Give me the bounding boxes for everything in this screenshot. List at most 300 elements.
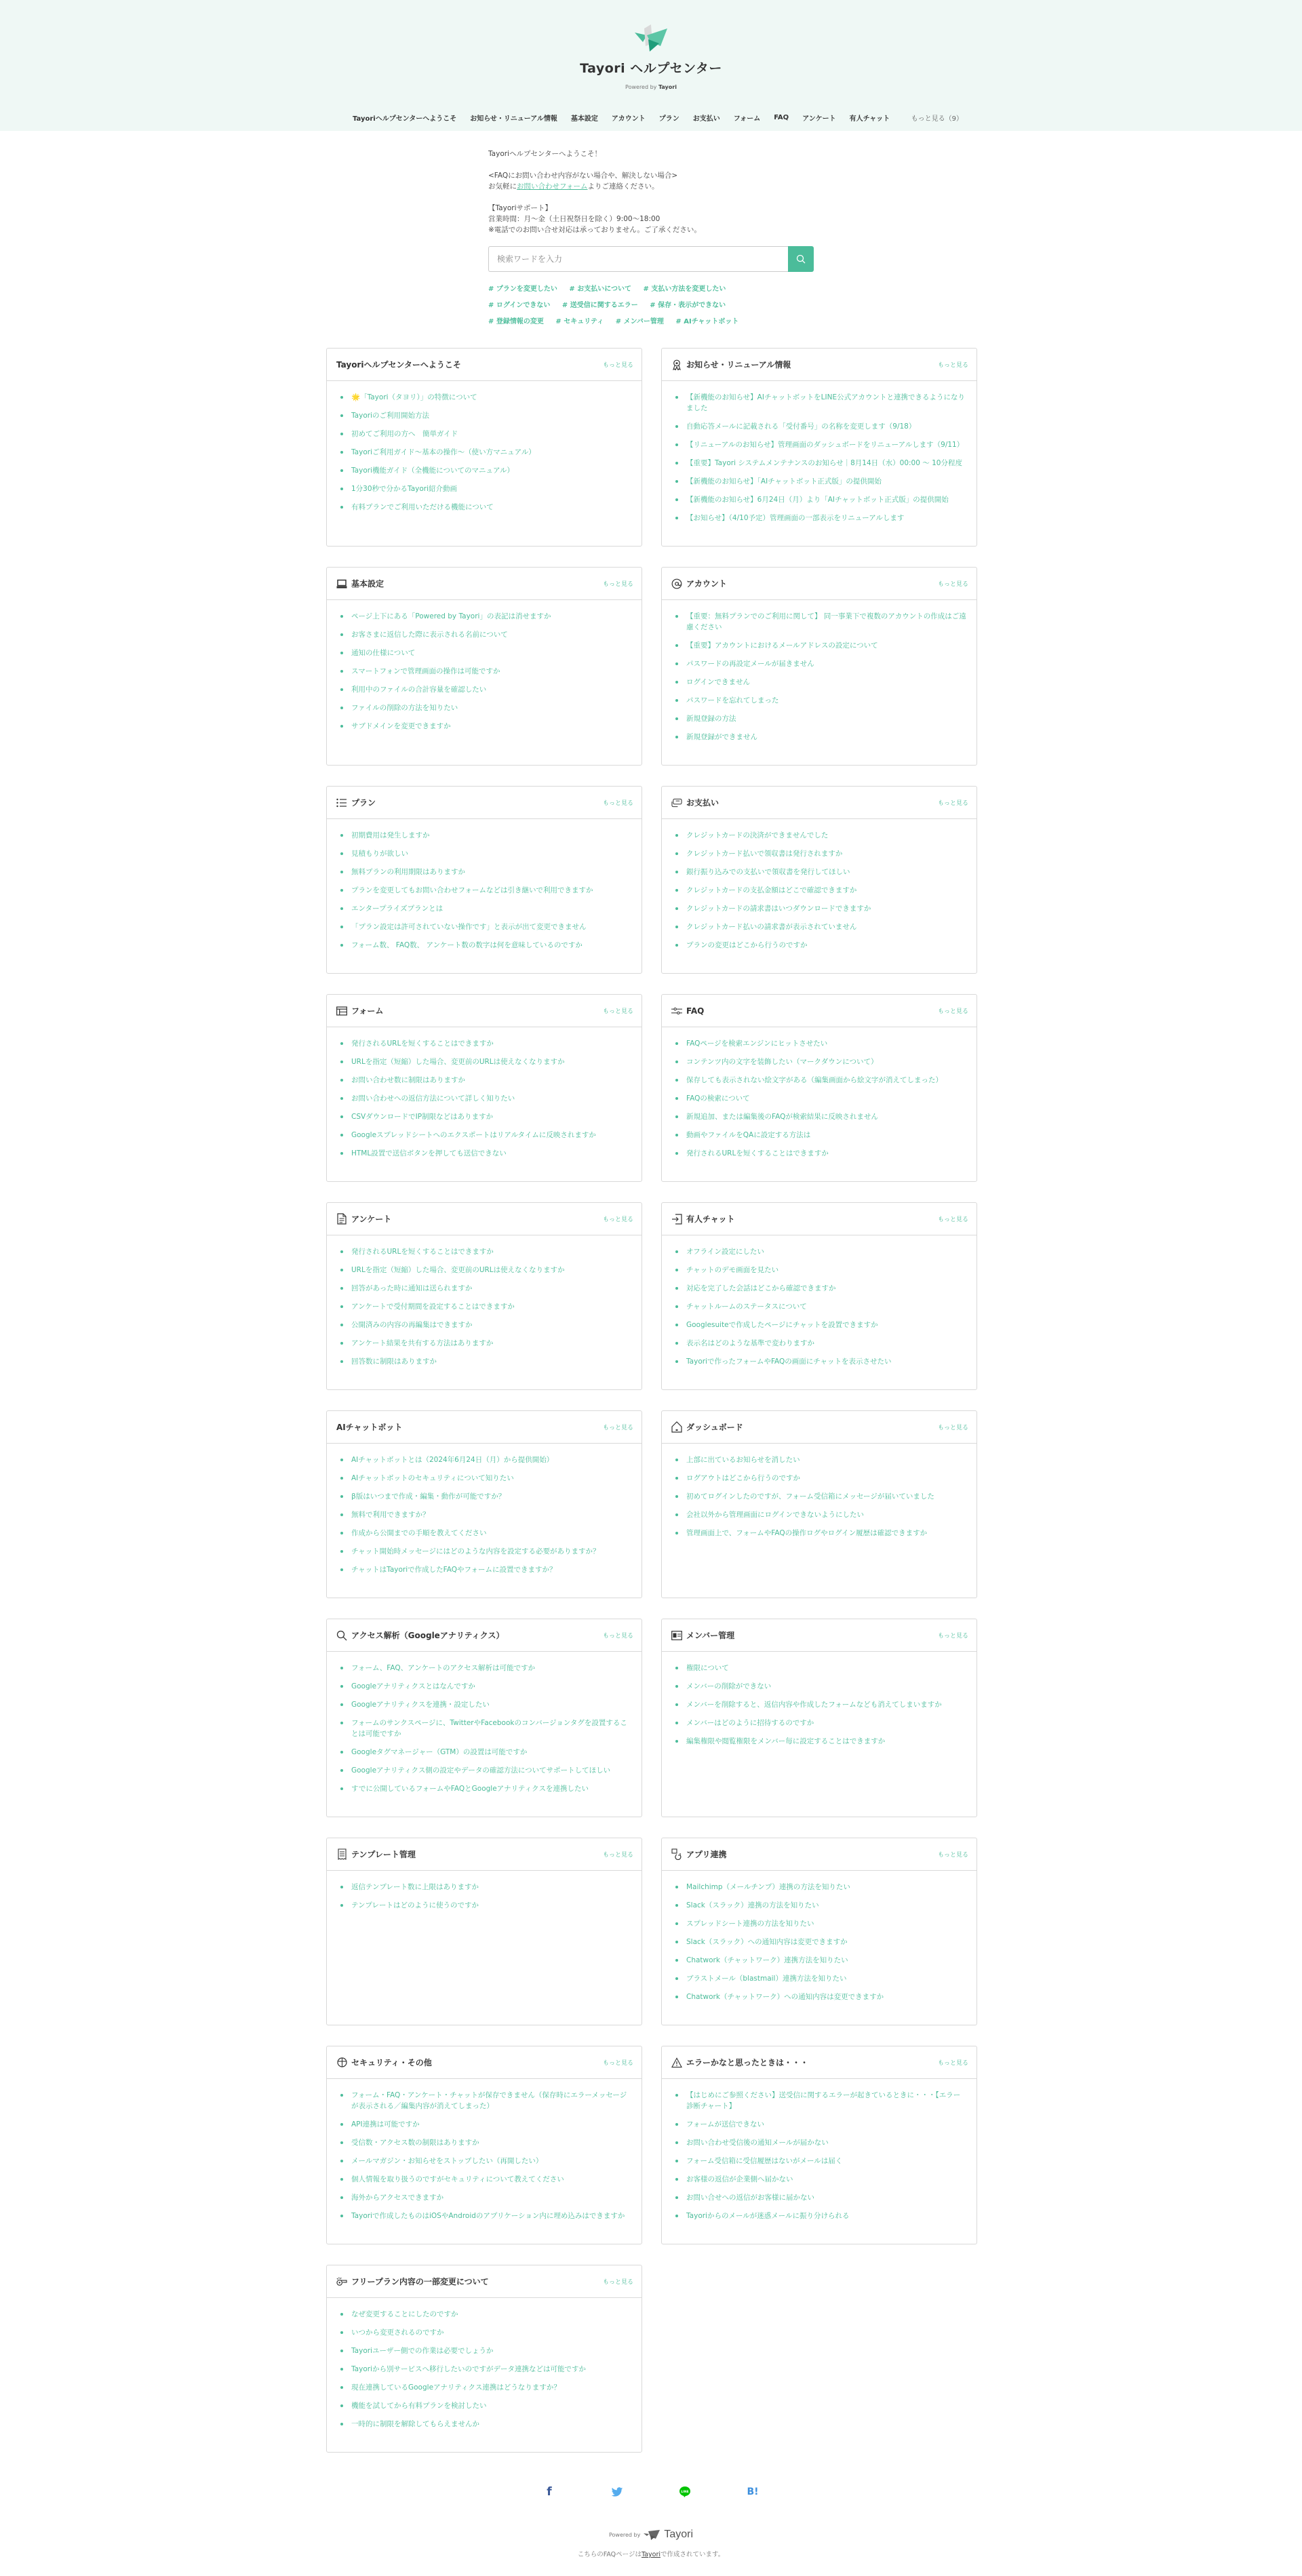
faq-list-item[interactable]: 一時的に制限を解除してもらえませんか bbox=[339, 2419, 632, 2430]
category-card bbox=[326, 2046, 642, 2244]
faq-list-item[interactable]: 新規追加、または編集後のFAQが検索結果に反映されません bbox=[674, 1111, 967, 1122]
category-title[interactable]: アカウント bbox=[686, 578, 727, 589]
tag-cannot-login[interactable]: # ログインできない bbox=[488, 298, 550, 314]
category-card bbox=[326, 1838, 642, 2025]
faq-list-item[interactable]: 管理画面上で、フォームやFAQの操作ログやログイン履歴は確認できますか bbox=[674, 1528, 967, 1539]
category-card-header bbox=[662, 1203, 976, 1235]
see-more-link[interactable]: もっと見る bbox=[603, 579, 633, 588]
faq-list-item[interactable]: Tayori機能ガイド（全機能についてのマニュアル） bbox=[339, 465, 632, 476]
faq-list-item[interactable]: 編集権限や閲覧権限をメンバー毎に設定することはできますか bbox=[674, 1736, 967, 1747]
category-card-header bbox=[327, 349, 642, 381]
faq-list-item[interactable]: Googleタグマネージャー（GTM）の設置は可能ですか bbox=[339, 1747, 632, 1758]
faq-list-item[interactable]: 1分30秒で分かるTayori紹介動画 bbox=[339, 483, 632, 494]
faq-list-item[interactable]: 【重要】Tayori システムメンテナンスのお知らせ｜8月14日（水）00:00 ～ 10分程度 bbox=[674, 458, 967, 469]
faq-list-item[interactable]: Googleスプレッドシートへのエクスポートはリアルタイムに反映されますか bbox=[339, 1130, 632, 1141]
category-card-header bbox=[662, 349, 976, 381]
faq-list-item[interactable]: 新規登録ができません bbox=[674, 732, 967, 742]
faq-list bbox=[339, 1038, 632, 1159]
faq-list-item[interactable]: フォーム受信箱に受信履歴はないがメールは届く bbox=[674, 2156, 967, 2166]
faq-list bbox=[674, 392, 967, 523]
list-icon bbox=[336, 797, 347, 808]
faq-list-item[interactable]: 銀行振り込みでの支払いで領収書を発行してほしい bbox=[674, 867, 967, 877]
faq-list-item[interactable]: プランを変更してもお問い合わせフォームなどは引き継いで利用できますか bbox=[339, 885, 632, 896]
faq-list-item[interactable]: チャットのデモ画面を見たい bbox=[674, 1265, 967, 1275]
faq-list-item[interactable]: 🌟「Tayori（タヨリ）」の特徴について bbox=[339, 392, 632, 403]
see-more-link[interactable]: もっと見る bbox=[938, 2058, 968, 2067]
popular-tags bbox=[488, 281, 814, 330]
site-header bbox=[0, 0, 1302, 131]
faq-list-item[interactable]: メンバーを削除すると、返信内容や作成したフォームなども消えてしまいますか bbox=[674, 1699, 967, 1710]
faq-list-item[interactable]: β版はいつまで作成・編集・動作が可能ですか？ bbox=[339, 1491, 632, 1502]
tag-save-display-error[interactable]: # 保存・表示ができない bbox=[650, 298, 726, 314]
nav-item-live-chat[interactable]: 有人チャット bbox=[850, 113, 890, 123]
faq-list-item[interactable]: サブドメインを変更できますか bbox=[339, 721, 632, 732]
faq-list-item[interactable]: ログインできません bbox=[674, 677, 967, 688]
welcome-text: Tayoriヘルプセンターへようこそ！ bbox=[488, 148, 827, 159]
faq-list-item[interactable]: Tayoriで作成したものはiOSやAndroidのアプリケーション内に埋め込みはできますか bbox=[339, 2211, 632, 2221]
faq-list-item[interactable]: Tayoriユーザー側での作業は必要でしょうか bbox=[339, 2345, 632, 2356]
category-title[interactable]: 有人チャット bbox=[686, 1213, 735, 1225]
see-more-link[interactable]: もっと見る bbox=[938, 1423, 968, 1431]
nav-item-form[interactable]: フォーム bbox=[734, 113, 761, 123]
see-more-link[interactable]: もっと見る bbox=[938, 1631, 968, 1640]
category-card bbox=[661, 1619, 977, 1817]
see-more-link[interactable]: もっと見る bbox=[938, 360, 968, 369]
see-more-link[interactable]: もっと見る bbox=[938, 798, 968, 807]
category-card-body bbox=[662, 819, 976, 973]
faq-list-item[interactable]: パスワードの再設定メールが届きません bbox=[674, 658, 967, 669]
category-card-body bbox=[327, 381, 642, 535]
category-card bbox=[326, 2265, 642, 2453]
faq-list-item[interactable]: 公開済みの内容の再編集はできますか bbox=[339, 1320, 632, 1330]
faq-list-item[interactable]: Googleアナリティクスとはなんですか bbox=[339, 1681, 632, 1692]
footer-brand: Tayori bbox=[664, 2529, 693, 2541]
see-more-link[interactable]: もっと見る bbox=[938, 1214, 968, 1223]
faq-list-item[interactable]: Chatwork（チャットワーク）への通知内容は変更できますか bbox=[674, 1992, 967, 2002]
tag-ai-chatbot[interactable]: # AIチャットボット bbox=[675, 314, 738, 330]
faq-list-item[interactable]: ブラストメール（blastmail）連携方法を知りたい bbox=[674, 1973, 967, 1984]
line-icon bbox=[679, 2486, 691, 2498]
category-title[interactable]: フリープラン内容の一部変更について bbox=[351, 2276, 489, 2287]
category-card bbox=[326, 567, 642, 766]
social-share bbox=[475, 2485, 827, 2499]
powered-by-brand[interactable]: Tayori bbox=[658, 84, 677, 90]
faq-list-item[interactable]: お問い合せへの返信がお客様に届かない bbox=[674, 2192, 967, 2203]
award-icon bbox=[671, 359, 682, 370]
faq-list-item[interactable]: 回答があった時に通知は送られますか bbox=[339, 1283, 632, 1294]
category-card-body bbox=[327, 1027, 642, 1181]
faq-list-item[interactable]: フォームが送信できない bbox=[674, 2119, 967, 2130]
hatena-bookmark-button[interactable] bbox=[746, 2485, 760, 2499]
nav-item-news[interactable]: お知らせ・リニューアル情報 bbox=[470, 113, 557, 123]
nav-more-button[interactable]: もっと見る（9） bbox=[911, 113, 963, 123]
sync-icon bbox=[671, 1849, 682, 1860]
category-card-header bbox=[327, 995, 642, 1027]
svg-text:LINE: LINE bbox=[681, 2490, 688, 2494]
facebook-share-button[interactable] bbox=[542, 2485, 556, 2499]
faq-list-item[interactable]: ページ上下にある「Powered by Tayori」の表記は消せますか bbox=[339, 611, 632, 622]
category-card-header bbox=[662, 995, 976, 1027]
category-title[interactable]: セキュリティ・その他 bbox=[351, 2057, 432, 2068]
faq-list-item[interactable]: 会社以外から管理画面にログインできないようにしたい bbox=[674, 1509, 967, 1520]
faq-list-item[interactable]: CSVダウンロードでIP制限などはありますか bbox=[339, 1111, 632, 1122]
faq-list-item[interactable]: 作成から公開までの手順を教えてください bbox=[339, 1528, 632, 1539]
faq-list-item[interactable]: 発行されるURLを短くすることはできますか bbox=[339, 1246, 632, 1257]
nav-item-account[interactable]: アカウント bbox=[612, 113, 646, 123]
category-title[interactable]: ダッシュボード bbox=[686, 1421, 743, 1433]
faq-list bbox=[674, 1663, 967, 1747]
see-more-link[interactable]: もっと見る bbox=[603, 1631, 633, 1640]
login-icon bbox=[671, 1214, 682, 1225]
contact-form-link[interactable]: お問い合わせフォーム bbox=[517, 182, 587, 191]
category-title[interactable]: アプリ連携 bbox=[686, 1848, 727, 1860]
footer-made-with bbox=[0, 2549, 1302, 2558]
tag-member-management[interactable]: # メンバー管理 bbox=[616, 314, 664, 330]
faq-list-item[interactable]: クレジットカード払いで領収書は発行されますか bbox=[674, 848, 967, 859]
faq-list-item[interactable]: お問い合わせ受信後の通知メールが届かない bbox=[674, 2137, 967, 2148]
faq-list-item[interactable]: アンケート結果を共有する方法はありますか bbox=[339, 1338, 632, 1349]
category-card-header bbox=[662, 1619, 976, 1652]
see-more-link[interactable]: もっと見る bbox=[603, 1423, 633, 1431]
faq-list-item[interactable]: 「プラン設定は許可されていない操作です」と表示が出て変更できません bbox=[339, 922, 632, 932]
footer-powered-label: Powered by bbox=[609, 2532, 640, 2538]
category-title[interactable]: アンケート bbox=[351, 1213, 391, 1225]
faq-list-item[interactable]: 初めてご利用の方へ 簡単ガイド bbox=[339, 429, 632, 439]
powered-by-label: Powered by bbox=[625, 84, 656, 90]
faq-list-item[interactable]: HTML設置で送信ボタンを押しても送信できない bbox=[339, 1148, 632, 1159]
faq-list-item[interactable]: Tayoriからのメールが迷惑メールに振り分けられる bbox=[674, 2211, 967, 2221]
faq-list-item[interactable]: 表示名はどのような基準で変わりますか bbox=[674, 1338, 967, 1349]
category-title[interactable]: お支払い bbox=[686, 797, 719, 808]
category-title[interactable]: FAQ bbox=[686, 1006, 704, 1016]
faq-list-item[interactable]: いつから変更されるのですか bbox=[339, 2327, 632, 2338]
category-card bbox=[661, 567, 977, 766]
faq-list-item[interactable]: パスワードを忘れてしまった bbox=[674, 695, 967, 706]
faq-list-item[interactable]: 新規登録の方法 bbox=[674, 713, 967, 724]
faq-list bbox=[674, 1038, 967, 1159]
faq-list-item[interactable]: 個人情報を取り扱うのですがセキュリティについて教えてください bbox=[339, 2174, 632, 2185]
faq-list-item[interactable]: 動画やファイルをQAに設定する方法は bbox=[674, 1130, 967, 1141]
category-card-header bbox=[662, 1838, 976, 1871]
faq-list-item[interactable]: 通知の仕様について bbox=[339, 648, 632, 658]
faq-list-item[interactable]: お問い合わせ数に制限はありますか bbox=[339, 1075, 632, 1086]
nav-item-survey[interactable]: アンケート bbox=[802, 113, 835, 123]
see-more-link[interactable]: もっと見る bbox=[603, 1850, 633, 1859]
faq-list-item[interactable]: 受信数・アクセス数の制限はありますか bbox=[339, 2137, 632, 2148]
category-title[interactable]: Tayoriヘルプセンターへようこそ bbox=[336, 359, 461, 370]
category-title[interactable]: アクセス解析（Googleアナリティクス） bbox=[351, 1629, 505, 1641]
faq-list-item[interactable]: 【新機能のお知らせ】「AIチャットボット正式版」の提供開始 bbox=[674, 476, 967, 487]
faq-list-item[interactable]: Googlesuiteで作成したページにチャットを設置できますか bbox=[674, 1320, 967, 1330]
category-card-body bbox=[662, 1871, 976, 2025]
faq-list-item[interactable]: FAQの検索について bbox=[674, 1093, 967, 1104]
faq-list-item[interactable]: テンプレートはどのように使うのですか bbox=[339, 1900, 632, 1911]
hatena-bookmark-icon: B! bbox=[747, 2486, 758, 2497]
search-input[interactable] bbox=[488, 246, 788, 272]
see-more-link[interactable]: もっと見る bbox=[938, 579, 968, 588]
faq-list-item[interactable]: FAQページを検索エンジンにヒットさせたい bbox=[674, 1038, 967, 1049]
category-card bbox=[326, 348, 642, 547]
payment-icon bbox=[671, 797, 682, 808]
faq-list-item[interactable]: Tayoriご利用ガイド～基本の操作～（使い方マニュアル） bbox=[339, 447, 632, 458]
footer-powered-by[interactable] bbox=[0, 2529, 1302, 2541]
nav-item-faq[interactable]: FAQ bbox=[774, 114, 789, 121]
faq-list-item[interactable]: Googleアナリティクス側の設定やデータの確認方法についてサポートしてほしい bbox=[339, 1765, 632, 1776]
made-suffix: で作成されています。 bbox=[660, 2551, 724, 2558]
document-icon bbox=[336, 1214, 347, 1225]
see-more-link[interactable]: もっと見る bbox=[603, 1214, 633, 1223]
category-card-header bbox=[327, 568, 642, 600]
support-info bbox=[488, 203, 827, 235]
faq-list-item[interactable]: クレジットカードの支払金額はどこで確認できますか bbox=[674, 885, 967, 896]
faq-list-item[interactable]: ファイルの削除の方法を知りたい bbox=[339, 702, 632, 713]
faq-list-item[interactable]: 自動応答メールに記載される「受付番号」の名称を変更します（9/18） bbox=[674, 421, 967, 432]
category-card-header bbox=[662, 1411, 976, 1444]
faq-list-item[interactable]: Chatwork（チャットワーク）連携方法を知りたい bbox=[674, 1955, 967, 1966]
category-title[interactable]: テンプレート管理 bbox=[351, 1848, 416, 1860]
home-icon bbox=[671, 1422, 682, 1433]
category-title[interactable]: プラン bbox=[351, 797, 376, 808]
faq-list-item[interactable]: 回答数に制限はありますか bbox=[339, 1356, 632, 1367]
faq-list-item[interactable]: メンバーはどのように招待するのですか bbox=[674, 1718, 967, 1728]
category-card bbox=[661, 1410, 977, 1598]
category-card bbox=[661, 2046, 977, 2244]
faq-list bbox=[339, 392, 632, 513]
site-footer bbox=[0, 2529, 1302, 2576]
faq-list-item[interactable]: 見積もりが欲しい bbox=[339, 848, 632, 859]
category-card-body bbox=[327, 2079, 642, 2244]
faq-list bbox=[674, 1246, 967, 1367]
faq-list-item[interactable]: 無料で利用できますか？ bbox=[339, 1509, 632, 1520]
faq-list-item[interactable]: URLを指定（短縮）した場合、変更前のURLは使えなくなりますか bbox=[339, 1056, 632, 1067]
see-more-link[interactable]: もっと見る bbox=[603, 2277, 633, 2286]
see-more-link[interactable]: もっと見る bbox=[938, 1850, 968, 1859]
contact-prefix: お気軽に bbox=[488, 182, 517, 191]
faq-list-item[interactable]: 上部に出ているお知らせを消したい bbox=[674, 1454, 967, 1465]
category-card-body bbox=[662, 1027, 976, 1181]
form-icon bbox=[336, 1006, 347, 1016]
faq-list-item[interactable]: 対応を完了した会話はどこから確認できますか bbox=[674, 1283, 967, 1294]
see-more-link[interactable]: もっと見る bbox=[603, 360, 633, 369]
category-card-body bbox=[327, 1235, 642, 1389]
faq-list-item[interactable]: Tayoriで作ったフォームやFAQの画面にチャットを表示させたい bbox=[674, 1356, 967, 1367]
faq-list bbox=[339, 1454, 632, 1575]
category-card bbox=[326, 1410, 642, 1598]
faq-list-item[interactable]: フォーム・FAQ・アンケート・チャットが保存できません（保存時にエラーメッセージが表示される／編集内容が消えてしまった） bbox=[339, 2090, 632, 2112]
faq-list-item[interactable]: 【新機能のお知らせ】AIチャットボットをLINE公式アカウントと連携できるようになりました bbox=[674, 392, 967, 414]
category-card-body bbox=[662, 2079, 976, 2244]
category-title[interactable]: メンバー管理 bbox=[686, 1629, 734, 1641]
faq-list-item[interactable]: 返信テンプレート数に上限はありますか bbox=[339, 1882, 632, 1893]
nav-item-plan[interactable]: プラン bbox=[659, 113, 679, 123]
faq-list-item[interactable]: URLを指定（短縮）した場合、変更前のURLは使えなくなりますか bbox=[339, 1265, 632, 1275]
category-nav bbox=[353, 113, 976, 123]
faq-list-item[interactable]: 【新機能のお知らせ】6月24日（月）より「AIチャットボット正式版」の提供開始 bbox=[674, 494, 967, 505]
see-more-link[interactable]: もっと見る bbox=[603, 2058, 633, 2067]
faq-list-item[interactable]: 保存しても表示されない絵文字がある（編集画面から絵文字が消えてしまった） bbox=[674, 1075, 967, 1086]
nav-item-welcome[interactable]: Tayoriヘルプセンターへようこそ bbox=[353, 113, 456, 123]
faq-list-item[interactable]: Slack（スラック）への通知内容は変更できますか bbox=[674, 1937, 967, 1947]
faq-list-item[interactable]: API連携は可能ですか bbox=[339, 2119, 632, 2130]
see-more-link[interactable]: もっと見る bbox=[603, 798, 633, 807]
tag-change-payment-method[interactable]: # 支払い方法を変更したい bbox=[644, 281, 726, 298]
faq-list-item[interactable]: クレジットカード払いの請求書が表示されていません bbox=[674, 922, 967, 932]
faq-list-item[interactable]: Googleアナリティクスを連携・設定したい bbox=[339, 1699, 632, 1710]
faq-list-item[interactable]: 海外からアクセスできますか bbox=[339, 2192, 632, 2203]
faq-list-item[interactable]: スプレッドシート連携の方法を知りたい bbox=[674, 1918, 967, 1929]
faq-list-item[interactable]: オフライン設定にしたい bbox=[674, 1246, 967, 1257]
faq-list-item[interactable]: Slack（スラック）連携の方法を知りたい bbox=[674, 1900, 967, 1911]
contact-suffix: よりご連絡ください。 bbox=[587, 182, 658, 191]
faq-list-item[interactable]: 【お知らせ】（4/10予定）管理画面の一部表示をリニューアルします bbox=[674, 513, 967, 523]
category-card-body bbox=[327, 600, 642, 754]
faq-list-item[interactable]: 現在連携しているGoogleアナリティクス連携はどうなりますか？ bbox=[339, 2382, 632, 2393]
faq-list-item[interactable]: チャットはTayoriで作成したFAQやフォームに設置できますか？ bbox=[339, 1564, 632, 1575]
category-card-body bbox=[662, 600, 976, 765]
category-card-header bbox=[327, 1838, 642, 1871]
faq-list-item[interactable]: プランの変更はどこから行うのですか bbox=[674, 940, 967, 951]
faq-list-item[interactable]: Mailchimp（メールチンプ）連携の方法を知りたい bbox=[674, 1882, 967, 1893]
category-card-body bbox=[662, 1235, 976, 1389]
category-card-header bbox=[327, 1203, 642, 1235]
faq-list-item[interactable]: チャット開始時メッセージにはどのような内容を設定する必要がありますか？ bbox=[339, 1546, 632, 1557]
twitter-share-button[interactable] bbox=[610, 2485, 624, 2499]
faq-list-item[interactable]: フォーム、FAQ、アンケートのアクセス解析は可能ですか bbox=[339, 1663, 632, 1673]
search-button[interactable] bbox=[788, 246, 814, 272]
faq-list-item[interactable]: お問い合わせへの返信方法について詳しく知りたい bbox=[339, 1093, 632, 1104]
tag-security[interactable]: # セキュリティ bbox=[555, 314, 604, 330]
line-share-button[interactable] bbox=[678, 2485, 692, 2499]
category-card bbox=[326, 1619, 642, 1817]
faq-list-item[interactable]: 権限について bbox=[674, 1663, 967, 1673]
shield-icon bbox=[336, 2057, 347, 2068]
faq-list-item[interactable]: 発行されるURLを短くすることはできますか bbox=[674, 1148, 967, 1159]
faq-list-item[interactable]: クレジットカードの請求書はいつダウンロードできますか bbox=[674, 903, 967, 914]
faq-list bbox=[339, 2309, 632, 2430]
faq-list-item[interactable]: 初めてログインしたのですが、フォーム受信箱にメッセージが届いていました bbox=[674, 1491, 967, 1502]
sliders-icon bbox=[671, 1006, 682, 1016]
see-more-link[interactable]: もっと見る bbox=[603, 1006, 633, 1015]
faq-list-item[interactable]: クレジットカードの決済ができませんでした bbox=[674, 830, 967, 841]
faq-list-item[interactable]: 無料プランの利用期限はありますか bbox=[339, 867, 632, 877]
faq-list-item[interactable]: 利用中のファイルの合計容量を確認したい bbox=[339, 684, 632, 695]
search-bar bbox=[488, 246, 814, 272]
search-section bbox=[475, 246, 827, 330]
faq-list bbox=[674, 830, 967, 951]
faq-list-item[interactable]: なぜ変更することにしたのですか bbox=[339, 2309, 632, 2320]
faq-list-item[interactable]: AIチャットボットとは（2024年6月24日（月）から提供開始） bbox=[339, 1454, 632, 1465]
nav-item-payment[interactable]: お支払い bbox=[693, 113, 720, 123]
category-title[interactable]: フォーム bbox=[351, 1005, 383, 1016]
faq-list-item[interactable]: ログアウトはどこから行うのですか bbox=[674, 1473, 967, 1484]
category-card-body bbox=[327, 1652, 642, 1817]
category-card bbox=[661, 1202, 977, 1390]
faq-list bbox=[339, 1663, 632, 1794]
category-card bbox=[661, 348, 977, 547]
faq-list-item[interactable]: AIチャットボットのセキュリティについて知りたい bbox=[339, 1473, 632, 1484]
category-card-body bbox=[327, 819, 642, 973]
tag-change-plan[interactable]: # プランを変更したい bbox=[488, 281, 557, 298]
faq-list-item[interactable]: 機能を試してから有料プランを検討したい bbox=[339, 2400, 632, 2411]
faq-list-item[interactable]: お客様の返信が企業側へ届かない bbox=[674, 2174, 967, 2185]
contact-paragraph bbox=[488, 170, 827, 192]
faq-list-item[interactable]: 発行されるURLを短くすることはできますか bbox=[339, 1038, 632, 1049]
faq-list-item[interactable]: お客さまに返信した際に表示される名前について bbox=[339, 629, 632, 640]
category-title[interactable]: お知らせ・リニューアル情報 bbox=[686, 359, 791, 370]
no-answer-text: <FAQにお問い合わせ内容がない場合や、解決しない場合> bbox=[488, 172, 677, 180]
tag-change-registration[interactable]: # 登録情報の変更 bbox=[488, 314, 544, 330]
tag-payment[interactable]: # お支払いについて bbox=[569, 281, 631, 298]
support-title: 【Tayoriサポート】 bbox=[488, 204, 552, 212]
intro-section bbox=[475, 148, 827, 235]
category-card-header bbox=[327, 2265, 642, 2298]
faq-list bbox=[674, 1882, 967, 2002]
faq-list-item[interactable]: 【リニューアルのお知らせ】管理画面のダッシュボードをリニューアルします（9/11） bbox=[674, 439, 967, 450]
warning-icon bbox=[671, 2057, 682, 2068]
site-title: Tayori ヘルプセンター bbox=[0, 58, 1302, 77]
category-card bbox=[326, 786, 642, 974]
nav-item-basic-settings[interactable]: 基本設定 bbox=[571, 113, 598, 123]
category-card-header bbox=[662, 568, 976, 600]
faq-list-item[interactable]: メンバーの削除ができない bbox=[674, 1681, 967, 1692]
faq-list-item[interactable]: 【はじめにご参照ください】送受信に関するエラーが起きているときに・・・【エラー診断チャート】 bbox=[674, 2090, 967, 2112]
faq-list-item[interactable]: すでに公開しているフォームやFAQとGoogleアナリティクスを連携したい bbox=[339, 1783, 632, 1794]
tag-send-receive-error[interactable]: # 送受信に関するエラー bbox=[562, 298, 638, 314]
category-card-body bbox=[327, 1444, 642, 1598]
faq-list-item[interactable]: フォームのサンクスページに、TwitterやFacebookのコンバージョンタグを設置することは可能ですか bbox=[339, 1718, 632, 1739]
tayori-link[interactable]: Tayori bbox=[642, 2551, 660, 2558]
search-icon bbox=[336, 1630, 347, 1641]
category-card-header bbox=[662, 787, 976, 819]
faq-list-item[interactable]: Tayoriから別サービスへ移行したいのですがデータ連携などは可能ですか bbox=[339, 2364, 632, 2375]
category-card bbox=[661, 994, 977, 1182]
faq-list-item[interactable]: コンテンツ内の文字を装飾したい（マークダウンについて） bbox=[674, 1056, 967, 1067]
category-card-body bbox=[662, 1652, 976, 1769]
faq-list-item[interactable]: チャットルームのステータスについて bbox=[674, 1301, 967, 1312]
business-hours: 営業時間：月～金（土日祝祭日を除く）9:00～18:00 bbox=[488, 215, 660, 223]
tayori-logo-icon[interactable] bbox=[632, 23, 670, 52]
category-card-body bbox=[327, 1871, 642, 1933]
category-title[interactable]: 基本設定 bbox=[351, 578, 384, 589]
whistle-icon bbox=[336, 2276, 347, 2287]
faq-list-item[interactable]: 【重要：無料プランでのご利用に関して】 同一事業下で複数のアカウントの作成はご遠慮ください bbox=[674, 611, 967, 633]
faq-list-item[interactable]: 有料プランでご利用いただける機能について bbox=[339, 502, 632, 513]
faq-list-item[interactable]: Tayoriのご利用開始方法 bbox=[339, 410, 632, 421]
faq-list-item[interactable]: メールマガジン・お知らせをストップしたい（再開したい） bbox=[339, 2156, 632, 2166]
faq-list-item[interactable]: 【重要】アカウントにおけるメールアドレスの設定について bbox=[674, 640, 967, 651]
faq-list-item[interactable]: フォーム数、 FAQ数、 アンケート数の数字は何を意味しているのですか bbox=[339, 940, 632, 951]
see-more-link[interactable]: もっと見る bbox=[938, 1006, 968, 1015]
faq-list bbox=[339, 2090, 632, 2221]
faq-list-item[interactable]: スマートフォンで管理画面の操作は可能ですか bbox=[339, 666, 632, 677]
faq-list-item[interactable]: 初期費用は発生しますか bbox=[339, 830, 632, 841]
facebook-icon: f bbox=[547, 2485, 551, 2499]
phone-note: ※電話でのお問い合せ対応は承っておりません。ご了承ください。 bbox=[488, 226, 701, 234]
made-prefix: こちらのFAQページは bbox=[578, 2551, 642, 2558]
category-card bbox=[661, 786, 977, 974]
at-icon bbox=[671, 578, 682, 589]
faq-list-item[interactable]: アンケートで受付期間を設定することはできますか bbox=[339, 1301, 632, 1312]
receipt-icon bbox=[336, 1849, 347, 1860]
category-card-header bbox=[327, 2046, 642, 2079]
category-title[interactable]: AIチャットボット bbox=[336, 1421, 402, 1433]
faq-list bbox=[674, 2090, 967, 2221]
faq-list-item[interactable]: エンタープライズプランとは bbox=[339, 903, 632, 914]
faq-list bbox=[339, 1246, 632, 1367]
category-card-body bbox=[662, 1444, 976, 1561]
category-card-body bbox=[327, 2298, 642, 2452]
category-title[interactable]: エラーかなと思ったときは・・・ bbox=[686, 2057, 808, 2068]
